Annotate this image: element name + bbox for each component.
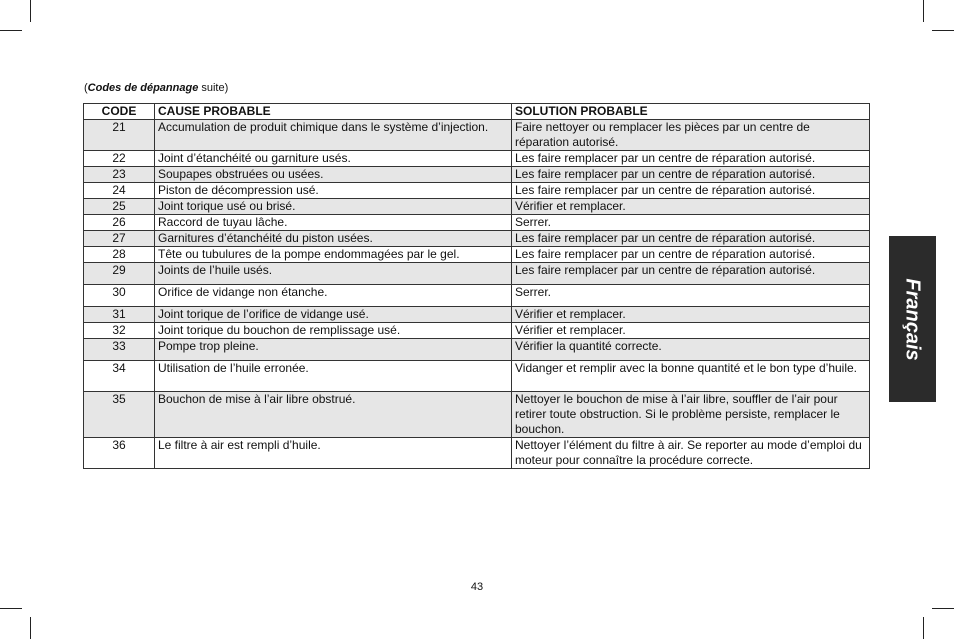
row-solution: Les faire remplacer par un centre de réparation autorisé.: [512, 167, 870, 183]
row-solution: Les faire remplacer par un centre de réparation autorisé.: [512, 231, 870, 247]
table-row: [84, 199, 870, 215]
crop-mark: [923, 0, 924, 22]
table-row: [84, 167, 870, 183]
table-row: [84, 339, 870, 361]
row-cause: Bouchon de mise à l’air libre obstrué.: [155, 392, 512, 438]
row-cause: Joint torique usé ou brisé.: [155, 199, 512, 215]
language-tab: [889, 236, 936, 402]
table-row: [84, 392, 870, 438]
table-row: [84, 361, 870, 392]
row-solution: Les faire remplacer par un centre de réparation autorisé.: [512, 247, 870, 263]
table-row: [84, 151, 870, 167]
row-code: 30: [84, 285, 155, 307]
row-solution: Les faire remplacer par un centre de réparation autorisé.: [512, 151, 870, 167]
row-solution: Serrer.: [512, 285, 870, 307]
table-row: [84, 263, 870, 285]
row-code: 34: [84, 361, 155, 392]
row-solution: Serrer.: [512, 215, 870, 231]
row-cause: Utilisation de l’huile erronée.: [155, 361, 512, 392]
header-cause: CAUSE PROBABLE: [155, 104, 512, 120]
row-code: 29: [84, 263, 155, 285]
row-cause: Joint torique du bouchon de remplissage usé.: [155, 323, 512, 339]
row-code: 24: [84, 183, 155, 199]
row-solution: Vérifier et remplacer.: [512, 307, 870, 323]
row-code: 35: [84, 392, 155, 438]
crop-mark: [932, 30, 954, 31]
table-row: [84, 323, 870, 339]
row-cause: Orifice de vidange non étanche.: [155, 285, 512, 307]
row-code: 23: [84, 167, 155, 183]
row-cause: Piston de décompression usé.: [155, 183, 512, 199]
table-caption: (Codes de dépannage suite): [84, 82, 229, 94]
row-cause: Raccord de tuyau lâche.: [155, 215, 512, 231]
page-number: 43: [470, 581, 484, 593]
row-cause: Tête ou tubulures de la pompe endommagées par le gel.: [155, 247, 512, 263]
row-cause: Joints de l’huile usés.: [155, 263, 512, 285]
crop-mark: [0, 30, 22, 31]
crop-mark: [923, 617, 924, 639]
row-code: 22: [84, 151, 155, 167]
row-code: 32: [84, 323, 155, 339]
table-row: [84, 438, 870, 469]
troubleshooting-table: [83, 103, 870, 469]
table-row: [84, 183, 870, 199]
row-solution: Les faire remplacer par un centre de réparation autorisé.: [512, 183, 870, 199]
table-row: [84, 285, 870, 307]
row-solution: Vérifier et remplacer.: [512, 323, 870, 339]
table-row: [84, 120, 870, 151]
row-code: 27: [84, 231, 155, 247]
row-solution: Vérifier et remplacer.: [512, 199, 870, 215]
row-cause: Soupapes obstruées ou usées.: [155, 167, 512, 183]
table-row: [84, 231, 870, 247]
row-code: 25: [84, 199, 155, 215]
row-cause: Garnitures d’étanchéité du piston usées.: [155, 231, 512, 247]
row-code: 36: [84, 438, 155, 469]
row-solution: Vidanger et remplir avec la bonne quantité et le bon type d’huile.: [512, 361, 870, 392]
row-code: 28: [84, 247, 155, 263]
crop-mark: [30, 0, 31, 22]
language-tab-label: Français: [902, 277, 925, 361]
crop-mark: [30, 617, 31, 639]
row-solution: Vérifier la quantité correcte.: [512, 339, 870, 361]
row-solution: Nettoyer le bouchon de mise à l’air libre, souffler de l’air pour retirer toute obstruction. Si le problème persiste, remplacer le bouchon.: [512, 392, 870, 438]
row-solution: Faire nettoyer ou remplacer les pièces par un centre de réparation autorisé.: [512, 120, 870, 151]
crop-mark: [932, 608, 954, 609]
row-code: 26: [84, 215, 155, 231]
row-code: 21: [84, 120, 155, 151]
row-cause: Le filtre à air est rempli d’huile.: [155, 438, 512, 469]
table-header-row: [84, 104, 870, 120]
row-cause: Joint torique de l’orifice de vidange usé.: [155, 307, 512, 323]
row-cause: Joint d’étanchéité ou garniture usés.: [155, 151, 512, 167]
header-code: CODE: [84, 104, 155, 120]
table-row: [84, 215, 870, 231]
table-row: [84, 307, 870, 323]
header-solution: SOLUTION PROBABLE: [512, 104, 870, 120]
row-code: 33: [84, 339, 155, 361]
row-cause: Pompe trop pleine.: [155, 339, 512, 361]
table-row: [84, 247, 870, 263]
row-code: 31: [84, 307, 155, 323]
row-solution: Nettoyer l’élément du filtre à air. Se reporter au mode d’emploi du moteur pour connaître la procédure correcte.: [512, 438, 870, 469]
caption-title: Codes de dépannage: [87, 82, 199, 94]
crop-mark: [0, 608, 22, 609]
row-solution: Les faire remplacer par un centre de réparation autorisé.: [512, 263, 870, 285]
row-cause: Accumulation de produit chimique dans le système d’injection.: [155, 120, 512, 151]
